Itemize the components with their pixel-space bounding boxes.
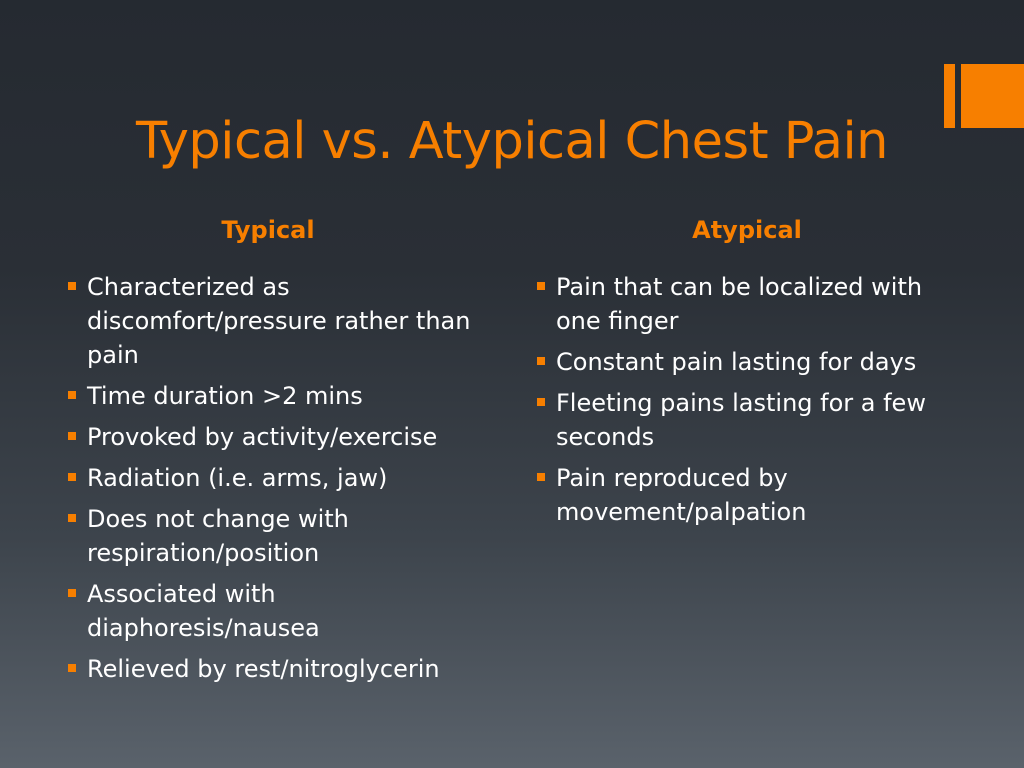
list-item xyxy=(68,270,500,372)
list-item-text: Does not change with respiration/position xyxy=(87,505,349,567)
list-item-text: Radiation (i.e. arms, jaw) xyxy=(87,464,388,492)
square-bullet-icon xyxy=(537,282,545,290)
list-item-text: Provoked by activity/exercise xyxy=(87,423,438,451)
list-item-text: Constant pain lasting for days xyxy=(556,348,917,376)
square-bullet-icon xyxy=(68,589,76,597)
square-bullet-icon xyxy=(68,473,76,481)
square-bullet-icon xyxy=(68,282,76,290)
list-item xyxy=(537,270,967,338)
list-item-text: Pain reproduced by movement/palpation xyxy=(556,464,807,526)
list-item xyxy=(68,502,500,570)
square-bullet-icon xyxy=(68,514,76,522)
list-item xyxy=(68,577,500,645)
square-bullet-icon xyxy=(537,473,545,481)
list-item xyxy=(537,386,967,454)
list-item xyxy=(68,379,500,413)
list-item-text: Time duration >2 mins xyxy=(87,382,363,410)
list-item-text: Associated with diaphoresis/nausea xyxy=(87,580,320,642)
list-item-text: Fleeting pains lasting for a few seconds xyxy=(556,389,926,451)
list-item-text: Characterized as discomfort/pressure rather than pain xyxy=(87,273,471,369)
typical-list xyxy=(68,270,500,693)
list-item-text: Pain that can be localized with one finger xyxy=(556,273,923,335)
list-item xyxy=(537,345,967,379)
list-item xyxy=(68,652,500,686)
square-bullet-icon xyxy=(68,664,76,672)
square-bullet-icon xyxy=(68,432,76,440)
list-item-text: Relieved by rest/nitroglycerin xyxy=(87,655,440,683)
square-bullet-icon xyxy=(68,391,76,399)
list-item xyxy=(68,420,500,454)
atypical-list xyxy=(537,270,967,536)
square-bullet-icon xyxy=(537,398,545,406)
list-item xyxy=(537,461,967,529)
typical-heading: Typical xyxy=(221,216,315,244)
list-item xyxy=(68,461,500,495)
slide-title: Typical vs. Atypical Chest Pain xyxy=(136,112,888,171)
atypical-heading: Atypical xyxy=(692,216,802,244)
square-bullet-icon xyxy=(537,357,545,365)
